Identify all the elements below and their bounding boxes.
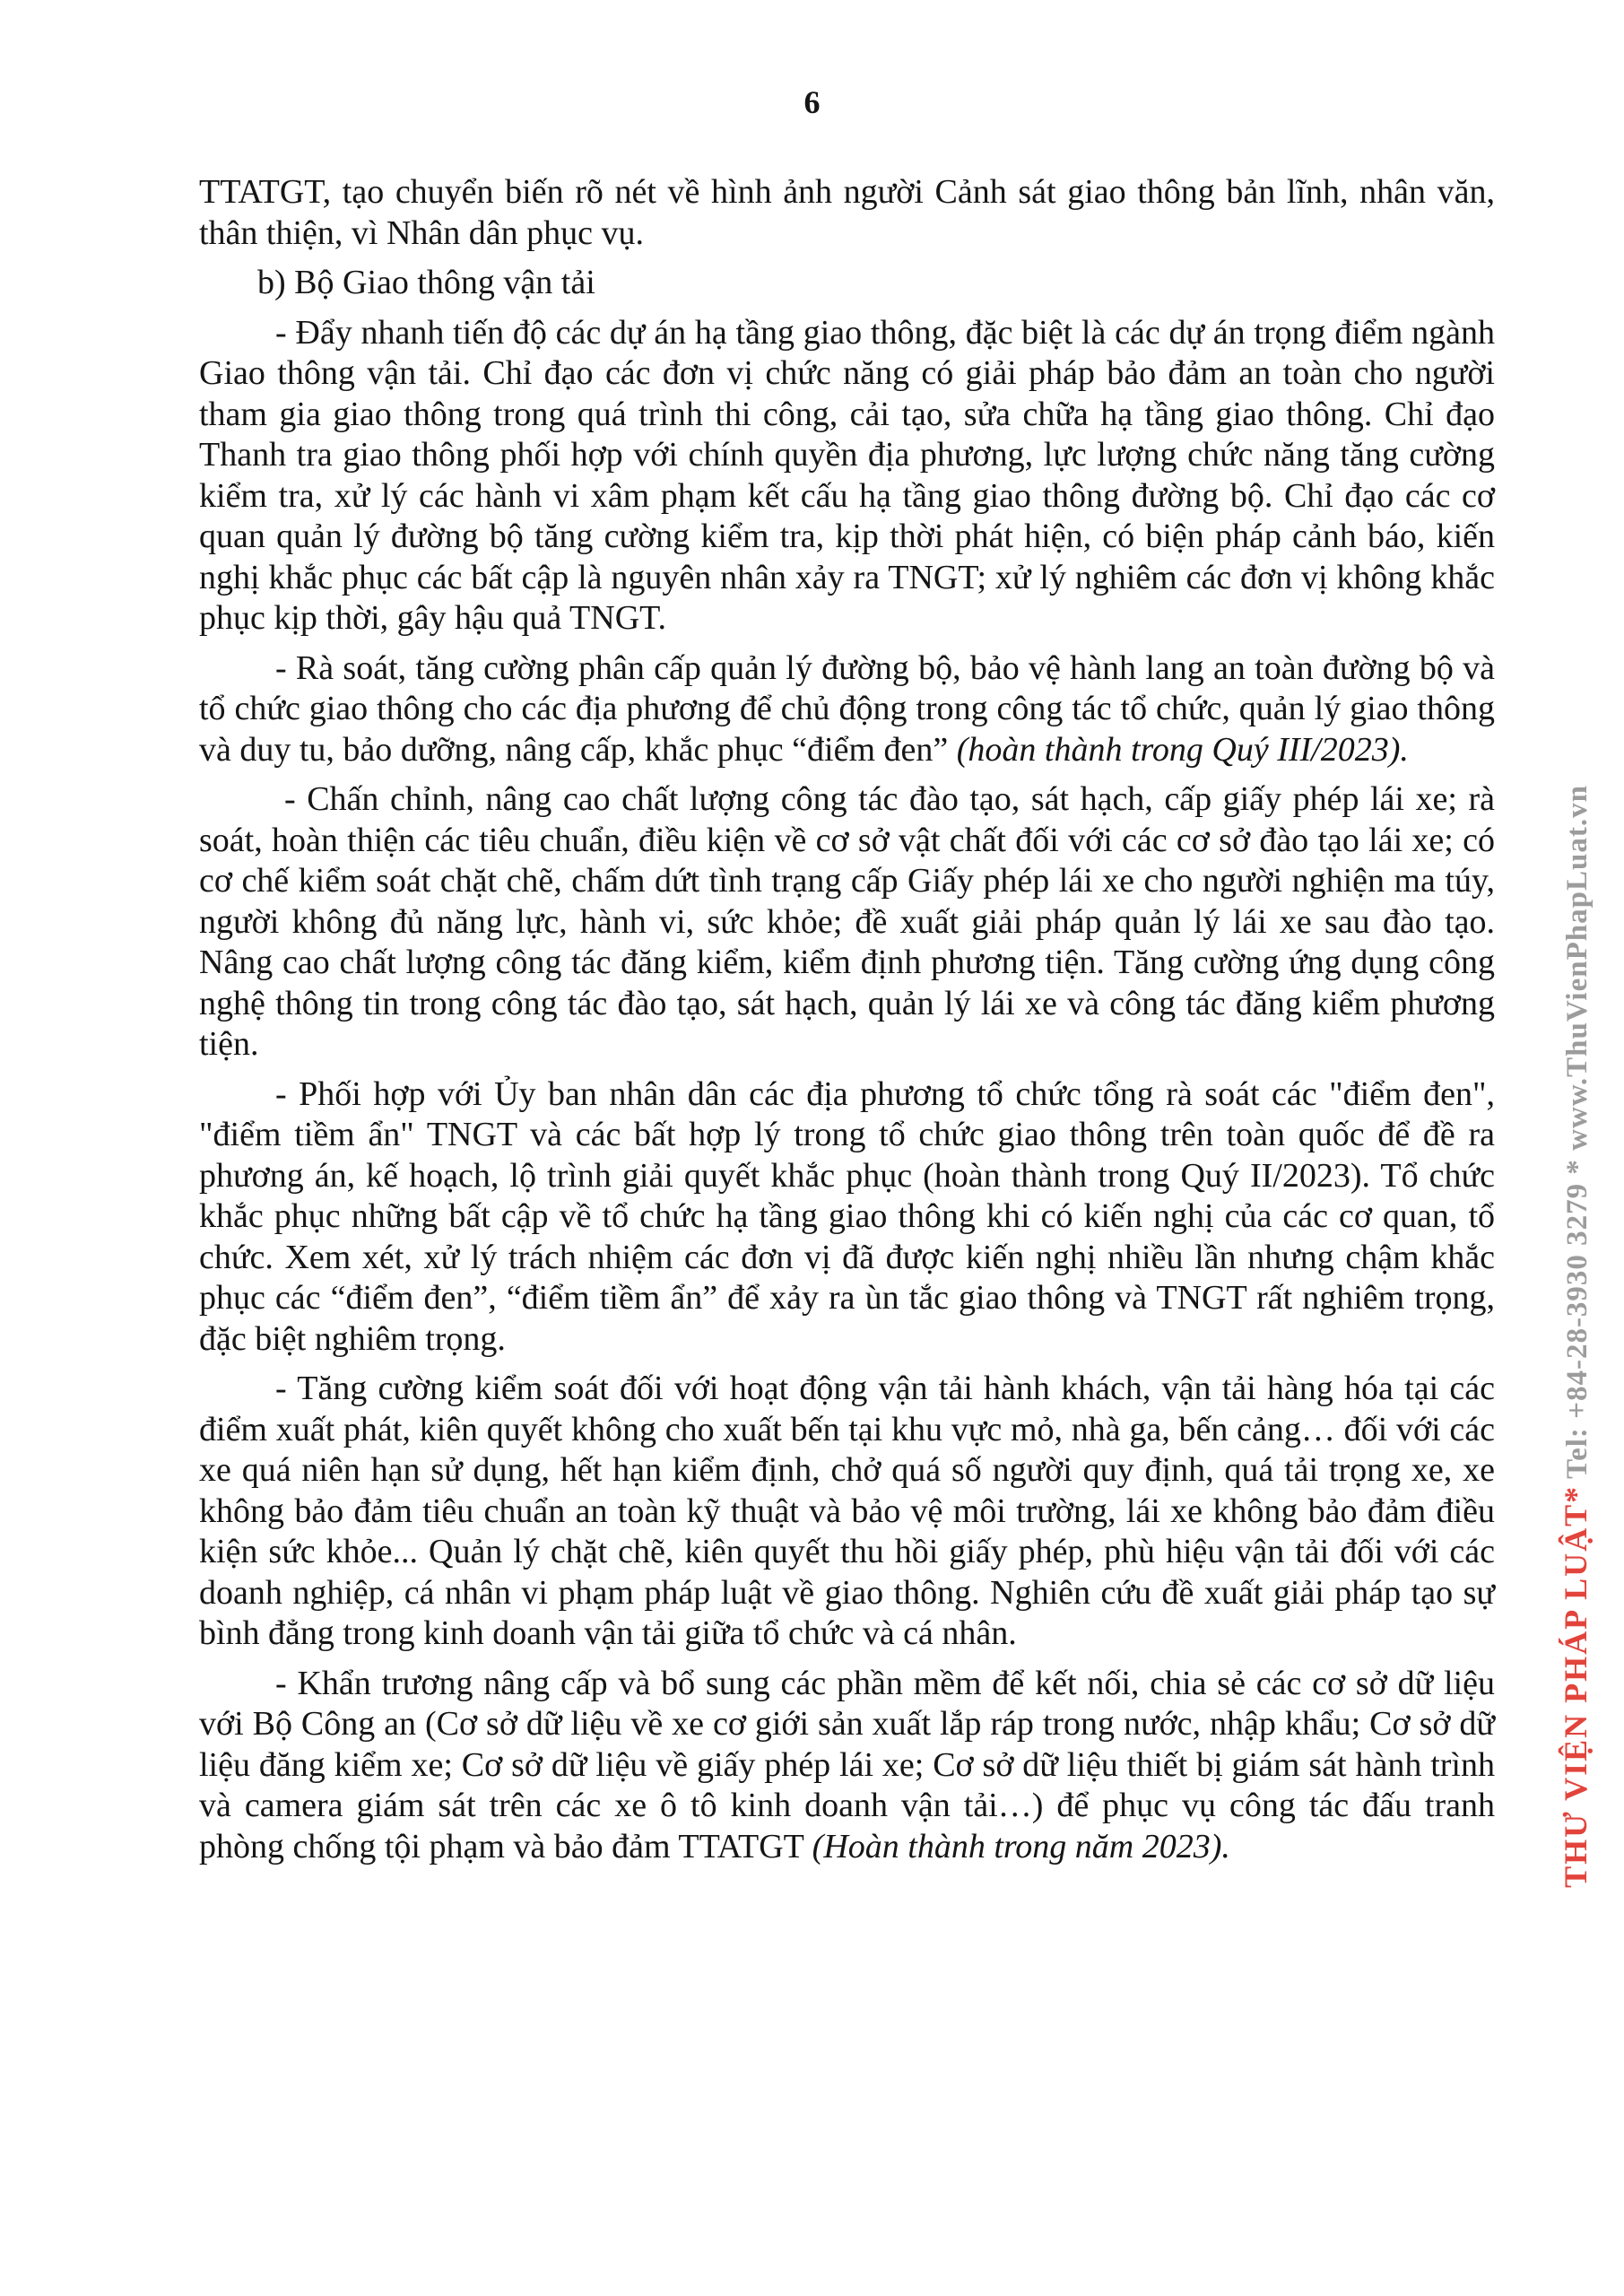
- paragraph-text: - Rà soát, tăng cường phân cấp quản lý đường bộ, bảo vệ hành lang an toàn đường bộ và tổ chức giao thông cho các địa phương để chủ động trong công tác tổ chức, quản lý giao thông và duy tu, bảo dưỡng, nâng cấp, khắc phục “điểm đen”: [199, 648, 1495, 769]
- watermark-brand: THƯ VIỆN PHÁP LUẬT: [1558, 1502, 1594, 1888]
- watermark-separator: *: [1558, 1486, 1594, 1503]
- section-heading-ministry-of-transport: b) Bộ Giao thông vận tải: [257, 264, 595, 301]
- paragraph-driver-training: - Chấn chỉnh, nâng cao chất lượng công tác đào tạo, sát hạch, cấp giấy phép lái xe; rà soát, hoàn thiện các tiêu chuẩn, điều kiện về cơ sở vật chất đối với các cơ sở đào tạo lái xe; có cơ chế kiểm soát chặt chẽ, chấm dứt tình trạng cấp Giấy phép lái xe cho người nghiện ma túy, người không đủ năng lực, hành vi, sức khỏe; đề xuất giải pháp quản lý lái xe sau đào tạo. Nâng cao chất lượng công tác đăng kiểm, kiểm định phương tiện. Tăng cường ứng dụng công nghệ thông tin trong công tác đào tạo, sát hạch, quản lý lái xe và công tác đăng kiểm phương tiện.: [199, 780, 1495, 1063]
- paragraph-infrastructure-projects: - Đẩy nhanh tiến độ các dự án hạ tầng giao thông, đặc biệt là các dự án trọng điểm ngành Giao thông vận tải. Chỉ đạo các đơn vị chức năng có giải pháp bảo đảm an toàn cho người tham gia giao thông trong quá trình thi công, cải tạo, sửa chữa hạ tầng giao thông. Chỉ đạo Thanh tra giao thông phối hợp với chính quyền địa phương, lực lượng chức năng tăng cường kiểm tra, xử lý các hành vi xâm phạm kết cấu hạ tầng giao thông đường bộ. Chỉ đạo các cơ quan quản lý đường bộ tăng cường kiểm tra, kịp thời phát hiện, có biện pháp cảnh báo, kiến nghị khắc phục các bất cập là nguyên nhân xảy ra TNGT; xử lý nghiêm các đơn vị không khắc phục kịp thời, gây hậu quả TNGT.: [199, 313, 1495, 637]
- paragraph-black-spots-review: - Phối hợp với Ủy ban nhân dân các địa phương tổ chức tổng rà soát các "điểm đen", "điểm tiềm ẩn" TNGT và các bất hợp lý trong tổ chức giao thông trên toàn quốc để đề ra phương án, kế hoạch, lộ trình giải quyết khắc phục (hoàn thành trong Quý II/2023). Tổ chức khắc phục những bất cập về tổ chức hạ tầng giao thông khi có kiến nghị của các cơ quan, tổ chức. Xem xét, xử lý trách nhiệm các đơn vị đã được kiến nghị nhiều lần nhưng chậm khắc phục các “điểm đen”, “điểm tiềm ẩn” để xảy ra ùn tắc giao thông và TNGT rất nghiêm trọng, đặc biệt nghiêm trọng.: [199, 1074, 1495, 1358]
- paragraph-transport-control: - Tăng cường kiểm soát đối với hoạt động vận tải hành khách, vận tải hàng hóa tại các điểm xuất phát, kiên quyết không cho xuất bến tại khu vực mỏ, nhà ga, bến cảng… đối với các xe quá niên hạn sử dụng, hết hạn kiểm định, chở quá số người quy định, quá tải trọng xe, xe không bảo đảm tiêu chuẩn an toàn kỹ thuật và bảo vệ môi trường, lái xe không bảo đảm điều kiện sức khỏe... Quản lý chặt chẽ, kiên quyết thu hồi giấy phép, phù hiệu vận tải đối với các doanh nghiệp, cá nhân vi phạm pháp luật về giao thông. Nghiên cứu đề xuất giải pháp tạo sự bình đẳng trong kinh doanh vận tải giữa tổ chức và cá nhân.: [199, 1370, 1495, 1652]
- paragraph-text: - Khẩn trương nâng cấp và bổ sung các phần mềm để kết nối, chia sẻ các cơ sở dữ liệu với Bộ Công an (Cơ sở dữ liệu về xe cơ giới sản xuất lắp ráp trong nước, nhập khẩu; Cơ sở dữ liệu đăng kiểm xe; Cơ sở dữ liệu về giấy phép lái xe; Cơ sở dữ liệu thiết bị giám sát hành trình và camera giám sát trên các xe ô tô kinh doanh vận tải…) để phục vụ công tác đấu tranh phòng chống tội phạm và bảo đảm TTATGT: [199, 1664, 1495, 1866]
- watermark-contact: Tel: +84-28-3930 3279 * www.ThuVienPhapLuat.vn: [1561, 785, 1594, 1479]
- paragraph-deadline: (hoàn thành trong Quý III/2023).: [956, 730, 1409, 769]
- paragraph-road-management-decentralization: [199, 648, 1495, 771]
- paragraph-continuation: TTATGT, tạo chuyển biến rõ nét về hình ảnh người Cảnh sát giao thông bản lĩnh, nhân văn, thân thiện, vì Nhân dân phục vụ.: [199, 173, 1495, 252]
- paragraph-deadline: (Hoàn thành trong năm 2023).: [812, 1827, 1230, 1866]
- paragraph-database-sharing: [199, 1664, 1495, 1868]
- page-number: 6: [803, 84, 821, 120]
- document-body: [199, 172, 1495, 1876]
